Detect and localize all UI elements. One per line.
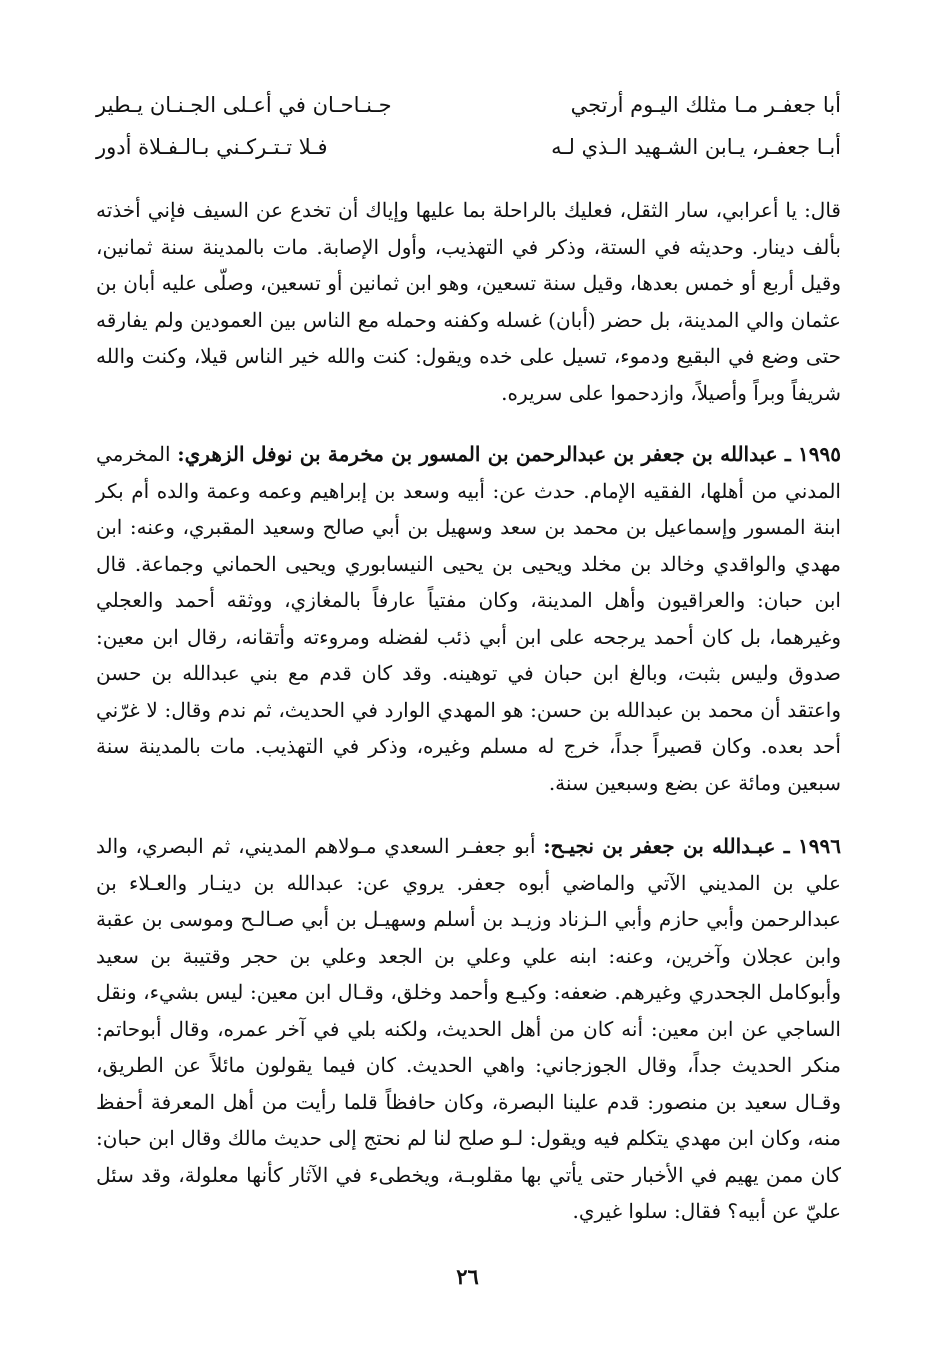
biography-heading: ١٩٩٥ ـ عبدالله بن جعفر بن عبدالرحمن بن المسور بن مخرمة بن نوفل الزهري: <box>177 442 841 466</box>
paragraph-biography-1996 <box>96 828 841 1230</box>
verse-line <box>96 126 841 168</box>
paragraph-body: أبو جعفـر السعدي مـولاهم المديني، ثم البصري، والد علي بن المديني الآتي والماضي أبوه جعفر. يروي عن: عبدالله بن دينـار والعـلاء بن عبدالرحمن وأبي حازم وأبي الـزناد وزيـد بن أسلم وسهيـل بن أبي صـالـح وموسى بن عقبة وابن عجلان وآخرين، وعنه: ابنه علي وعلي بن الجعد وعلي بن حجر وقتيبة بن سعيد وأبوكامل الجحدري وغيرهم. ضعفه: وكيـع وأحمد وخلق، وقـال ابن معين: ليس بشيء، ونقل الساجي عن ابن معين: أنه كان من أهل الحديث، ولكنه بلي في آخر عمره، وقال أبوحاتم: منكر الحديث جداً، وقال الجوزجاني: واهي الحديث. كان فيما يقولون مائلاً عن الطريق، وقـال سعيد بن منصور: قدم علينا البصرة، وكان حافظاً قلما رأيت من أهل المعرفة أحفظ منه، وكان ابن مهدي يتكلم فيه ويقول: لـو صلح لنا لم نحتج إلى حديث مالك وقال ابن حبان: كان ممن يهيم في الأخبار حتى يأتي بها مقلوبـة، ويخطىء في الآثار كأنها معلولة، وقد سئل عليّ عن أبيه؟ فقال: سلوا غيري. <box>96 834 841 1223</box>
paragraph-biography-1995 <box>96 436 841 801</box>
hemistich-left: فـلا تـتـركـني بـالـفـلاة أدور <box>96 135 328 159</box>
hemistich-left: جـنـاحـان في أعـلى الجـنـان يـطير <box>96 93 392 117</box>
page-number: ٢٦ <box>456 1264 479 1289</box>
verse-line <box>96 84 841 126</box>
paragraph-narration <box>96 192 841 411</box>
paragraph-body: المخرمي المدني من أهلها، الفقيه الإمام. حدث عن: أبيه وسعد بن إبراهيم وعمه وعمة والده أم بكر ابنة المسور وإسماعيل بن محمد بن سعد وسهيل بن أبي صالح وسعيد المقبري، وعنه: ابن مهدي والواقدي وخالد بن مخلد ويحيى بن يحيى النيسابوري ويحيى الحماني وجماعة. قال ابن حبان: والعراقيون وأهل المدينة، وكان مفتياً عارفاً بالمغازي، ووثقه أحمد والعجلي وغيرهما، بل كان أحمد يرجحه على ابن أبي ذئب لفضله ومروءته وأتقانه، رقال ابن معين: صدوق وليس بثبت، وبالغ ابن حبان في توهينه. وقد كان قدم مع بني عبدالله بن حسن واعتقد أن محمد بن عبدالله بن حسن: هو المهدي الوارد في الحديث، ثم ندم وقال: لا غرّني أحد بعده. وكان قصيراً جداً، خرج له مسلم وغيره، وذكر في التهذيب. مات بالمدينة سنة سبعين ومائة عن بضع وسبعين سنة. <box>96 442 841 795</box>
hemistich-right: أبـا جعفـر، يـابن الشـهيد الـذي لـه <box>551 135 841 159</box>
hemistich-right: أبا جعفـر مـا مثلك اليـوم أرتجي <box>570 93 841 117</box>
poem-block <box>96 84 841 168</box>
paragraph-body: قال: يا أعرابي، سار الثقل، فعليك بالراحلة بما عليها وإياك أن تخدع عن السيف فإني أخذته بألف دينار. وحديثه في الستة، وذكر في التهذيب، وأول الإصابة. مات بالمدينة سنة ثمانين، وقيل أربع أو خمس بعدها، وقيل سنة تسعين، وهو ابن ثمانين أو تسعين، وصلّى عليه أبان بن عثمان والي المدينة، بل حضر (أبان) غسله وكفنه وحمله مع الناس بين العمودين ولم يفارقه حتى وضع في البقيع ودموء، تسيل على خده ويقول: كنت والله خير الناس قيلا، وكنت والله شريفاً وبراً وأصيلاً، وازدحموا على سريره. <box>96 198 841 405</box>
biography-heading: ١٩٩٦ ـ عبـدالله بن جعفر بن نجيـح: <box>543 834 841 858</box>
